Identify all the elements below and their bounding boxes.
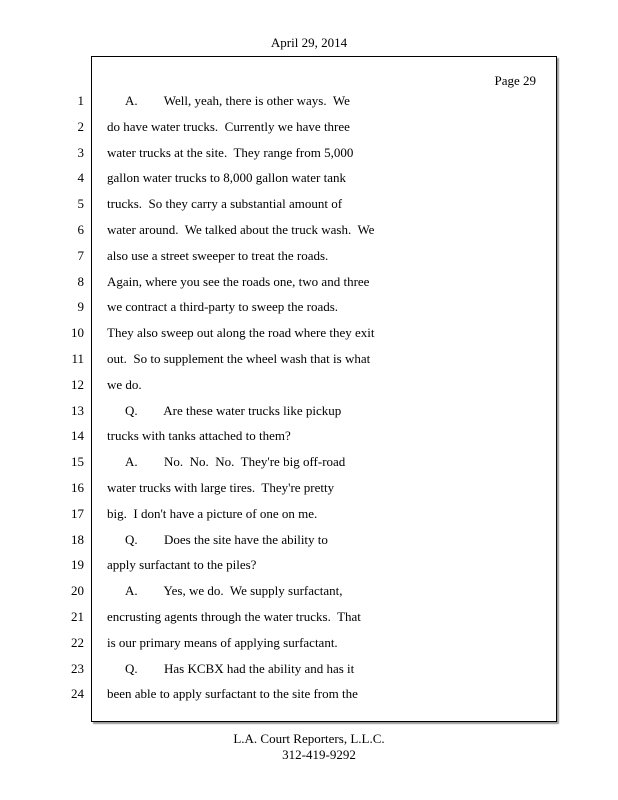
transcript-line	[107, 320, 547, 346]
transcript-line	[107, 346, 547, 372]
transcript-line	[107, 294, 547, 320]
transcript-text: Has KCBX had the ability and has it	[164, 660, 355, 676]
line-number: 17	[71, 505, 84, 521]
line-number: 7	[77, 247, 84, 263]
transcript-text: been able to apply surfactant to the site from the	[107, 686, 358, 702]
transcript-text: trucks. So they carry a substantial amount of	[107, 196, 343, 212]
transcript-line	[107, 630, 547, 656]
transcript-line	[107, 501, 547, 527]
transcript-text: Again, where you see the roads one, two and three	[107, 273, 370, 289]
line-number: 21	[71, 608, 84, 624]
line-number: 19	[71, 557, 84, 573]
speaker-label: Q.	[125, 660, 138, 676]
transcript-text: Are these water trucks like pickup	[163, 402, 342, 418]
transcript-text: Does the site have the ability to	[164, 531, 328, 547]
line-number: 11	[71, 350, 84, 366]
transcript-text: big. I don't have a picture of one on me.	[107, 505, 318, 521]
transcript-text: encrusting agents through the water trucks. That	[107, 608, 361, 624]
speaker-label: A.	[125, 454, 138, 470]
transcript-line	[107, 527, 547, 553]
transcript-text: we contract a third-party to sweep the roads.	[107, 299, 339, 315]
transcript-line	[107, 475, 547, 501]
transcript-text: water trucks with large tires. They're pretty	[107, 479, 335, 495]
line-number: 15	[71, 454, 84, 470]
transcript-line	[107, 656, 547, 682]
line-number: 4	[77, 170, 84, 186]
line-number: 24	[71, 686, 84, 702]
transcript-line	[107, 243, 547, 269]
transcript-text: out. So to supplement the wheel wash that is what	[107, 350, 371, 366]
transcript-body	[107, 88, 547, 707]
transcript-line	[107, 449, 547, 475]
transcript-text: water trucks at the site. They range from 5,000	[107, 144, 354, 160]
transcript-text: also use a street sweeper to treat the roads.	[107, 247, 329, 263]
transcript-line	[107, 191, 547, 217]
speaker-label: Q.	[125, 402, 138, 418]
transcript-line	[107, 372, 547, 398]
line-number: 14	[71, 428, 84, 444]
reporter-company: L.A. Court Reporters, L.L.C.	[233, 731, 385, 746]
transcript-text: Yes, we do. We supply surfactant,	[163, 583, 343, 599]
transcript-line	[107, 217, 547, 243]
transcript-text: gallon water trucks to 8,000 gallon water tank	[107, 170, 346, 186]
transcript-line	[107, 269, 547, 295]
line-number: 22	[71, 634, 84, 650]
line-number: 6	[77, 221, 84, 237]
transcript-line	[107, 604, 547, 630]
transcript-text: trucks with tanks attached to them?	[107, 428, 291, 444]
line-number: 8	[77, 273, 84, 289]
transcript-text: They also sweep out along the road where they exit	[107, 325, 375, 341]
transcript-text: do have water trucks. Currently we have three	[107, 118, 350, 134]
transcript-text: No. No. No. They're big off-road	[164, 454, 346, 470]
line-number: 12	[71, 376, 84, 392]
transcript-line	[107, 140, 547, 166]
transcript-line	[107, 423, 547, 449]
line-number: 10	[71, 325, 84, 341]
transcript-line	[107, 398, 547, 424]
line-number: 1	[77, 93, 84, 108]
line-number: 2	[77, 118, 84, 134]
transcript-text: water around. We talked about the truck wash. We	[107, 221, 375, 237]
page-number: Page 29	[494, 73, 536, 88]
transcript-text: Well, yeah, there is other ways. We	[163, 93, 350, 108]
line-number: 5	[77, 196, 84, 212]
transcript-line	[107, 552, 547, 578]
line-number: 20	[71, 583, 84, 599]
speaker-label: Q.	[125, 531, 138, 547]
speaker-label: A.	[125, 93, 138, 108]
transcript-text: we do.	[107, 376, 142, 392]
transcript-line	[107, 681, 547, 707]
transcript-line	[107, 88, 547, 114]
transcript-text: apply surfactant to the piles?	[107, 557, 257, 573]
reporter-phone: 312-419-9292	[282, 747, 356, 762]
line-number: 3	[77, 144, 84, 160]
transcript-line	[107, 165, 547, 191]
line-number: 23	[71, 660, 84, 676]
footer	[0, 731, 618, 763]
header-date: April 29, 2014	[270, 35, 348, 50]
line-number-column	[60, 88, 84, 707]
line-number: 16	[71, 479, 84, 495]
speaker-label: A.	[125, 583, 138, 599]
transcript-text: is our primary means of applying surfactant.	[107, 634, 338, 650]
line-number: 9	[77, 299, 84, 315]
transcript-line	[107, 114, 547, 140]
line-number: 18	[71, 531, 84, 547]
line-number: 13	[71, 402, 84, 418]
transcript-line	[107, 578, 547, 604]
